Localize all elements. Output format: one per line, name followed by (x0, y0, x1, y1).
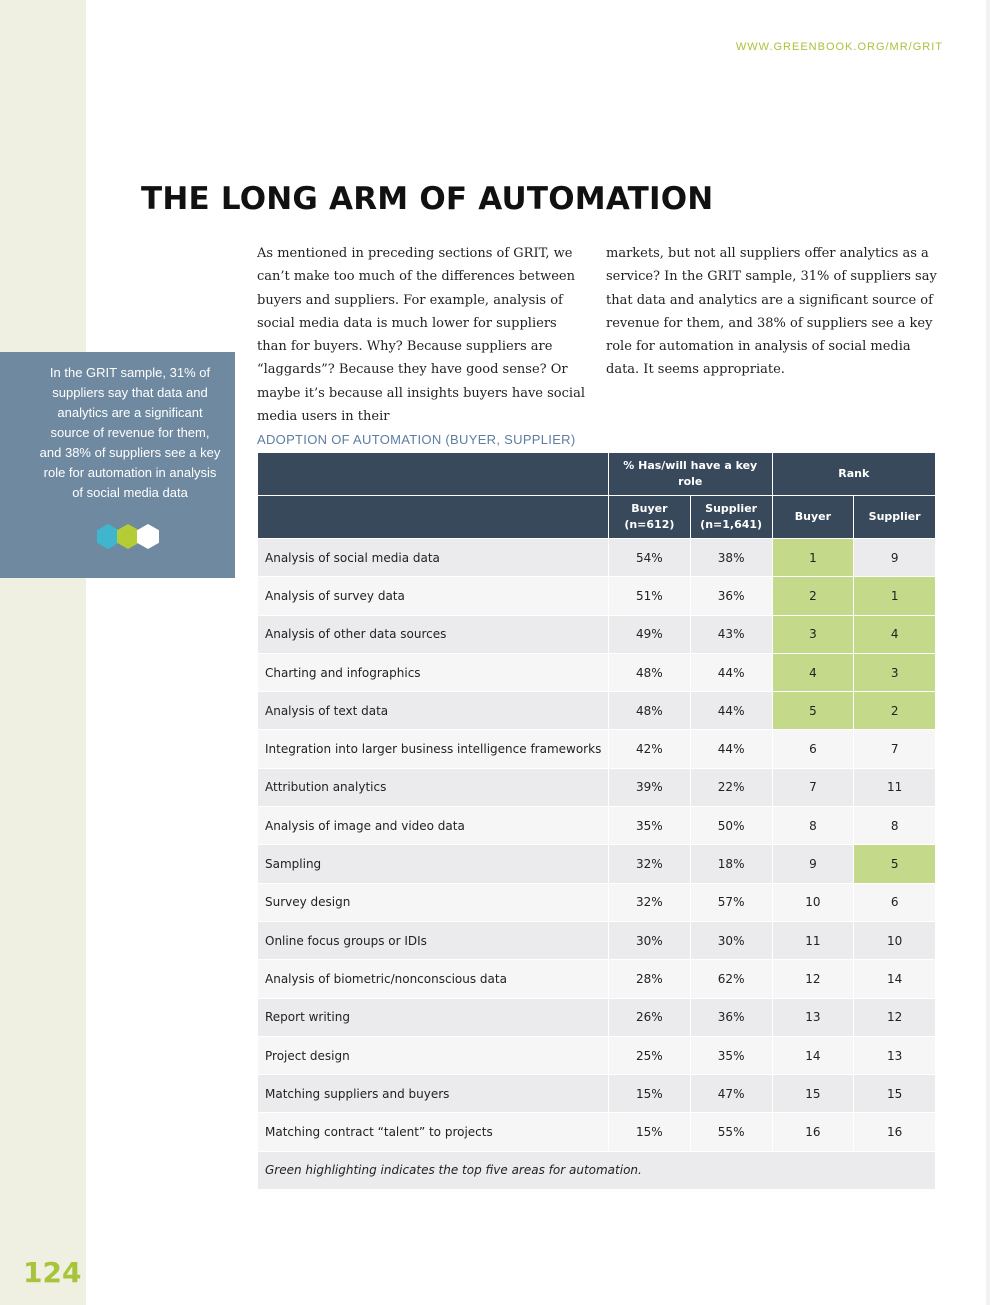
table-row (258, 577, 936, 615)
supplier-pct-cell: 44% (690, 730, 772, 768)
supplier-rank-cell: 16 (854, 1113, 936, 1151)
supplier-pct-cell: 38% (690, 539, 772, 577)
buyer-rank-cell: 16 (772, 1113, 854, 1151)
buyer-pct-cell: 51% (609, 577, 691, 615)
header-supplier-pct (690, 496, 772, 539)
table-group-header-row (258, 453, 936, 496)
row-label: Matching suppliers and buyers (258, 1075, 609, 1113)
buyer-pct-cell: 54% (609, 539, 691, 577)
row-label: Project design (258, 1036, 609, 1074)
buyer-pct-cell: 49% (609, 615, 691, 653)
supplier-rank-cell: 9 (854, 539, 936, 577)
row-label: Matching contract “talent” to projects (258, 1113, 609, 1151)
buyer-pct-cell: 32% (609, 883, 691, 921)
row-label: Analysis of biometric/nonconscious data (258, 960, 609, 998)
table-note-row (258, 1151, 936, 1189)
header-buyer-pct (609, 496, 691, 539)
supplier-rank-cell: 15 (854, 1075, 936, 1113)
body-text-column-1: As mentioned in preceding sections of GRIT, we can’t make too much of the differences between buyers and suppliers. For example, analysis of social media data is much lower for suppliers than for buyers. Why? Because suppliers are “laggards”? Because they have good sense? Or maybe it’s because all insights buyers have social media users in their (257, 246, 585, 425)
table-title: ADOPTION OF AUTOMATION (BUYER, SUPPLIER) (257, 432, 576, 447)
supplier-pct-cell: 18% (690, 845, 772, 883)
header-supplier-pct-label: Supplier (705, 502, 758, 515)
table-row (258, 615, 936, 653)
row-label: Analysis of other data sources (258, 615, 609, 653)
table-row (258, 768, 936, 806)
header-url[interactable]: WWW.GREENBOOK.ORG/MR/GRIT (735, 41, 943, 53)
supplier-pct-cell: 36% (690, 577, 772, 615)
table-row (258, 921, 936, 959)
supplier-rank-cell: 2 (854, 692, 936, 730)
supplier-rank-cell: 1 (854, 577, 936, 615)
row-label: Analysis of survey data (258, 577, 609, 615)
buyer-rank-cell: 9 (772, 845, 854, 883)
row-label: Charting and infographics (258, 653, 609, 691)
buyer-pct-cell: 42% (609, 730, 691, 768)
supplier-pct-cell: 47% (690, 1075, 772, 1113)
supplier-rank-cell: 5 (854, 845, 936, 883)
buyer-rank-cell: 15 (772, 1075, 854, 1113)
row-label: Analysis of image and video data (258, 807, 609, 845)
supplier-pct-cell: 62% (690, 960, 772, 998)
hexagon-icon-green (117, 524, 139, 549)
supplier-pct-cell: 43% (690, 615, 772, 653)
supplier-rank-cell: 12 (854, 998, 936, 1036)
supplier-rank-cell: 7 (854, 730, 936, 768)
row-label: Online focus groups or IDIs (258, 921, 609, 959)
supplier-rank-cell: 8 (854, 807, 936, 845)
buyer-rank-cell: 7 (772, 768, 854, 806)
right-edge-line (986, 0, 990, 1305)
header-pct-key-role: % Has/will have a key role (609, 453, 773, 496)
supplier-rank-cell: 11 (854, 768, 936, 806)
supplier-rank-cell: 4 (854, 615, 936, 653)
row-label: Survey design (258, 883, 609, 921)
table-row (258, 845, 936, 883)
buyer-rank-cell: 5 (772, 692, 854, 730)
buyer-rank-cell: 4 (772, 653, 854, 691)
table-row (258, 960, 936, 998)
body-text-column-2: markets, but not all suppliers offer analytics as a service? In the GRIT sample, 31% of suppliers say that data and analytics are a significant source of revenue for them, and 38% of suppliers see a key role for automation in analysis of social media data. It seems appropriate. (606, 246, 937, 378)
supplier-rank-cell: 14 (854, 960, 936, 998)
page-title: THE LONG ARM OF AUTOMATION (141, 181, 714, 217)
page-number: 124 (23, 1256, 82, 1289)
header-buyer-n: (n=612) (624, 518, 675, 531)
buyer-pct-cell: 25% (609, 1036, 691, 1074)
buyer-rank-cell: 12 (772, 960, 854, 998)
buyer-rank-cell: 2 (772, 577, 854, 615)
buyer-pct-cell: 15% (609, 1113, 691, 1151)
supplier-pct-cell: 30% (690, 921, 772, 959)
supplier-pct-cell: 44% (690, 692, 772, 730)
row-label: Attribution analytics (258, 768, 609, 806)
table-row (258, 539, 936, 577)
table-sub-header-row (258, 496, 936, 539)
buyer-pct-cell: 48% (609, 692, 691, 730)
row-label: Analysis of social media data (258, 539, 609, 577)
table-note: Green highlighting indicates the top five areas for automation. (258, 1151, 936, 1189)
table-row (258, 998, 936, 1036)
supplier-pct-cell: 50% (690, 807, 772, 845)
supplier-rank-cell: 13 (854, 1036, 936, 1074)
buyer-pct-cell: 26% (609, 998, 691, 1036)
table-row (258, 807, 936, 845)
table-row (258, 1036, 936, 1074)
buyer-pct-cell: 15% (609, 1075, 691, 1113)
buyer-pct-cell: 39% (609, 768, 691, 806)
table-row (258, 692, 936, 730)
table-body (258, 539, 936, 1152)
buyer-rank-cell: 3 (772, 615, 854, 653)
automation-adoption-table (257, 452, 936, 1190)
hexagon-icon-blue (97, 524, 119, 549)
buyer-pct-cell: 30% (609, 921, 691, 959)
header-blank (258, 453, 609, 496)
table-row (258, 1113, 936, 1151)
supplier-rank-cell: 3 (854, 653, 936, 691)
pull-quote-text: In the GRIT sample, 31% of suppliers say that data and analytics are a significant source of revenue for them, and 38% of suppliers see a key role for automation in analysis of social media data (39, 365, 221, 500)
table-row (258, 883, 936, 921)
buyer-rank-cell: 8 (772, 807, 854, 845)
table-row (258, 653, 936, 691)
supplier-pct-cell: 22% (690, 768, 772, 806)
buyer-pct-cell: 32% (609, 845, 691, 883)
header-blank (258, 496, 609, 539)
left-margin-strip (0, 0, 86, 1305)
supplier-rank-cell: 6 (854, 883, 936, 921)
buyer-rank-cell: 1 (772, 539, 854, 577)
buyer-rank-cell: 10 (772, 883, 854, 921)
buyer-rank-cell: 6 (772, 730, 854, 768)
buyer-pct-cell: 28% (609, 960, 691, 998)
buyer-pct-cell: 35% (609, 807, 691, 845)
supplier-pct-cell: 35% (690, 1036, 772, 1074)
row-label: Analysis of text data (258, 692, 609, 730)
buyer-pct-cell: 48% (609, 653, 691, 691)
row-label: Report writing (258, 998, 609, 1036)
buyer-rank-cell: 13 (772, 998, 854, 1036)
header-rank: Rank (772, 453, 936, 496)
header-buyer-pct-label: Buyer (631, 502, 668, 515)
hexagon-decoration (97, 524, 167, 550)
header-supplier-rank: Supplier (854, 496, 936, 539)
buyer-rank-cell: 14 (772, 1036, 854, 1074)
table-row (258, 1075, 936, 1113)
supplier-pct-cell: 57% (690, 883, 772, 921)
supplier-pct-cell: 44% (690, 653, 772, 691)
header-buyer-rank: Buyer (772, 496, 854, 539)
hexagon-icon-white (137, 524, 159, 549)
buyer-rank-cell: 11 (772, 921, 854, 959)
supplier-pct-cell: 55% (690, 1113, 772, 1151)
row-label: Sampling (258, 845, 609, 883)
header-supplier-n: (n=1,641) (700, 518, 763, 531)
row-label: Integration into larger business intelligence frameworks (258, 730, 609, 768)
supplier-pct-cell: 36% (690, 998, 772, 1036)
supplier-rank-cell: 10 (854, 921, 936, 959)
table-row (258, 730, 936, 768)
